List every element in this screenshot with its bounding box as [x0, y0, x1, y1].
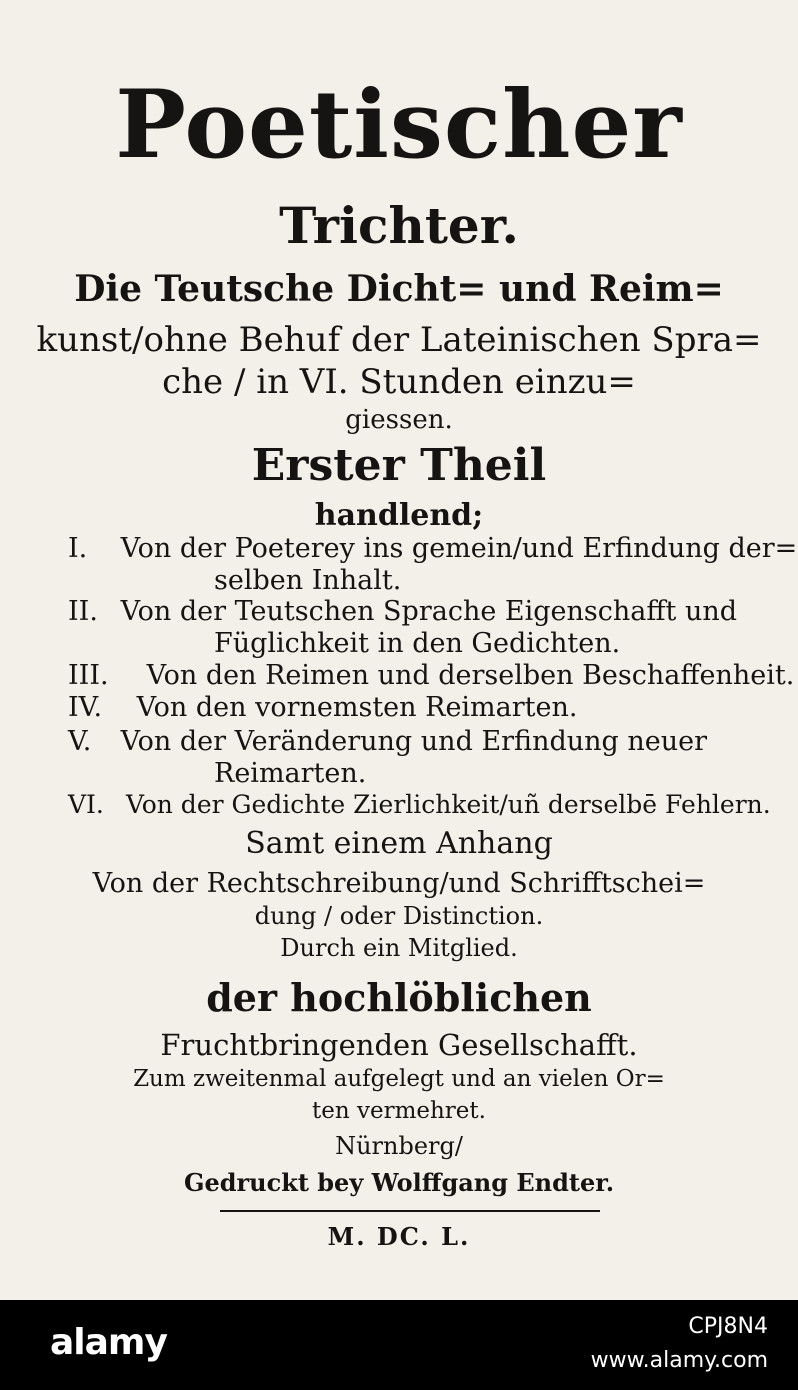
printer-line: Gedruckt bey Wolffgang Endter.	[183, 1168, 615, 1197]
chapter-item-3	[68, 660, 795, 691]
chapter-number: II.	[68, 596, 98, 627]
part-title: Erster Theil	[251, 440, 547, 491]
chapter-number: IV.	[68, 692, 103, 723]
appendix-line-4: Durch ein Mitglied.	[280, 934, 518, 962]
chapter-text: Von der Teutschen Sprache Eigenschafft und	[120, 596, 738, 627]
chapter-text: Von der Gedichte Zierlichkeit/uñ derselbē Fehlern.	[125, 790, 771, 819]
stock-photo-footer	[0, 1300, 798, 1390]
society-line-1: der hochlöblichen	[206, 975, 592, 1020]
chapter-item-4	[68, 692, 733, 723]
stock-url: www.alamy.com	[590, 1348, 768, 1373]
alamy-logo: alamy	[50, 1322, 167, 1363]
chapter-text: Von der Veränderung und Erfindung neuer	[120, 726, 708, 757]
chapter-text: Von den vornemsten Reimarten.	[136, 692, 578, 723]
chapter-number: V.	[68, 726, 92, 757]
society-line-2: Fruchtbringenden Gesellschafft.	[160, 1028, 638, 1062]
subtitle-line-2: kunst/ohne Behuf der Lateinischen Spra=	[36, 320, 762, 360]
chapter-item-5-cont: Reimarten.	[214, 758, 367, 789]
handlend-label: handlend;	[314, 498, 484, 533]
chapter-number: I.	[68, 533, 88, 564]
chapter-item-1-cont: selben Inhalt.	[214, 565, 402, 596]
image-id: CPJ8N4	[688, 1314, 768, 1339]
subtitle-line-1: Die Teutsche Dicht= und Reim=	[74, 268, 724, 310]
chapter-number: VI.	[68, 790, 104, 819]
subtitle-line-3: che / in VI. Stunden einzu=	[162, 362, 636, 402]
edition-line-1: Zum zweitenmal aufgelegt und an vielen Or=	[133, 1066, 665, 1092]
chapter-item-2-cont: Füglichkeit in den Gedichten.	[214, 628, 621, 659]
edition-line-2: ten vermehret.	[312, 1098, 486, 1124]
chapter-item-5	[68, 726, 733, 757]
chapter-item-1	[68, 533, 798, 564]
book-title-sub: Trichter.	[279, 196, 519, 255]
stock-credit	[591, 1310, 768, 1378]
appendix-line-1: Samt einem Anhang	[245, 826, 553, 861]
chapter-text: Von der Poeterey ins gemein/und Erfindung der=	[120, 533, 798, 564]
chapter-number: III.	[68, 660, 109, 691]
chapter-text: Von den Reimen und derselben Beschaffenheit.	[146, 660, 795, 691]
place-of-print: Nürnberg/	[335, 1132, 463, 1160]
chapter-item-2	[68, 596, 738, 627]
appendix-line-3: dung / oder Distinction.	[254, 902, 544, 930]
appendix-line-2: Von der Rechtschreibung/und Schrifftschei=	[92, 868, 706, 899]
chapter-item-6	[68, 790, 771, 819]
book-title-main: Poetischer	[115, 70, 683, 180]
subtitle-line-4: giessen.	[345, 405, 453, 435]
publication-year: M. DC. L.	[327, 1222, 471, 1251]
divider-rule	[220, 1210, 600, 1212]
